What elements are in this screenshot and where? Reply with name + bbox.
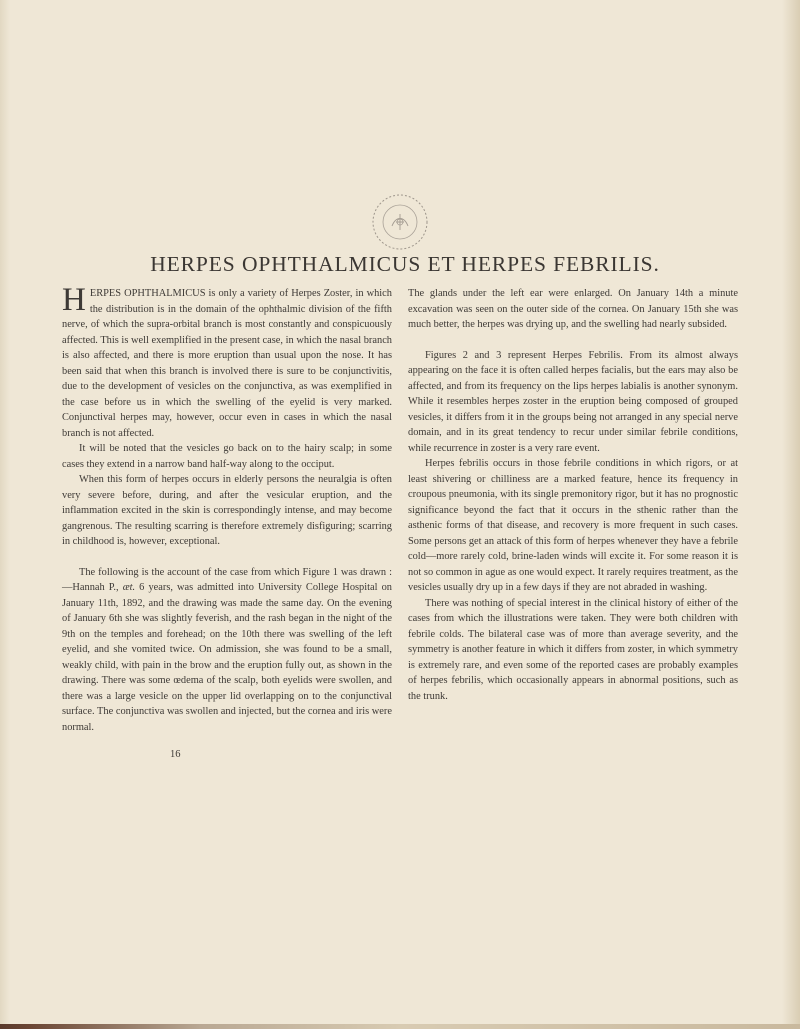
paragraph-text: The following is the account of the case from which Figure 1 was drawn :—Hannah P.,: [62, 566, 392, 593]
paragraph-text: 6 years, was admitted into University College Hospital on January 11th, 1892, and the drawing was made the same day. On the evening of January 6th she was slightly feverish, and the rash began in the night of the 9th on the temples and forehead; on the 10th there was swelling of the left eyelid, and she vomited twice. On admission, she was found to be a small, weakly child, with pain in the brow and the eruption fully out, as shown in the drawing. There was some œdema of the scalp, both eyelids were swollen, and there was a large vesicle on the upper lid overlapping on to the conjunctival surface. The conjunctiva was swollen and injected, but the cornea and iris were normal.: [62, 582, 392, 733]
paragraph-text: ERPES OPHTHALMICUS is only a variety of Herpes Zoster, in which the distribution is in the domain of the ophthalmic division of the fifth nerve, of which the supra-orbital branch is most constantly and conspicuously affected. This is well exemplified in the present case, in which the nasal branch is also affected, and there is more eruption than usual upon the nose. It has been said that when this branch is involved there is sure to be conjunctivitis, due to the development of vesicles on the conjunctiva, as was exemplified in the case before us in which the swelling of the eyelid is very marked. Conjunctival herpes may, however, occur even in cases in which the nasal branch is not affected.: [62, 288, 392, 439]
library-stamp-icon: [368, 190, 432, 254]
paragraph: There was nothing of special interest in the clinical history of either of the cases from which the illustrations were taken. They were both children with febrile colds. The bilateral case was of more than average severity, and the symmetry is another feature in which it differs from zoster, in which symmetry is extremely rare, and even some of the reported cases are probably examples of herpes febrilis, which occasionally appears in abnormal positions, such as the trunk.: [408, 597, 738, 702]
paragraph: [62, 565, 392, 736]
drop-cap: H: [62, 282, 86, 318]
paragraph: Figures 2 and 3 represent Herpes Febrilis. From its almost always appearing on the face it is often called herpes facialis, but the ears may also be affected, and from its frequency on the lips herpes labialis is another synonym. While it resembles herpes zoster in the eruption being composed of grouped vesicles, it differs from it in the groups being not arranged in any special nerve domain, and in its great tendency to recur under similar febrile conditions, while recurrence in zoster is a very rare event.: [408, 349, 738, 454]
paragraph: When this form of herpes occurs in elderly persons the neuralgia is often very severe before, during, and after the vesicular eruption, and the inflammation excited in the skin is correspondingly intense, and may become gangrenous. The resulting scarring is therefore extremely disfiguring; scarring in childhood is, however, exceptional.: [62, 474, 392, 547]
page-edge-right: [782, 0, 800, 1029]
left-column: [62, 282, 392, 735]
page-title: HERPES OPHTHALMICUS ET HERPES FEBRILIS.: [150, 252, 660, 276]
page-bottom-edge: [0, 1024, 800, 1029]
page-number: 16: [170, 749, 181, 760]
italic-abbreviation: æt.: [122, 582, 136, 593]
paragraph: It will be noted that the vesicles go back on to the hairy scalp; in some cases they extend in a narrow band half-way along to the occiput.: [62, 443, 392, 470]
paragraph: The glands under the left ear were enlarged. On January 14th a minute excavation was seen on the outer side of the cornea. On January 15th she was much better, the herpes was drying up, and the swelling had nearly subsided.: [408, 288, 738, 330]
page-edge-left: [0, 0, 10, 1029]
paragraph: Herpes febrilis occurs in those febrile conditions in which rigors, or at least shivering or chilliness are a marked feature, hence its frequency in croupous pneumonia, with its single premonitory rigor, but it has no prognostic significance beyond the fact that it occurs in the sthenic rather than the asthenic forms of that disease, and recovery is more frequent in such cases. Some persons get an attack of this form of herpes whenever they have a febrile cold—more rarely cold, brine-laden winds will excite it. For some reason it is not so common in ague as one would expect. It rarely requires treatment, as the vesicles usually dry up in a few days if they are not abraded in washing.: [408, 458, 738, 593]
right-column: [408, 286, 738, 704]
paragraph: [62, 282, 392, 441]
